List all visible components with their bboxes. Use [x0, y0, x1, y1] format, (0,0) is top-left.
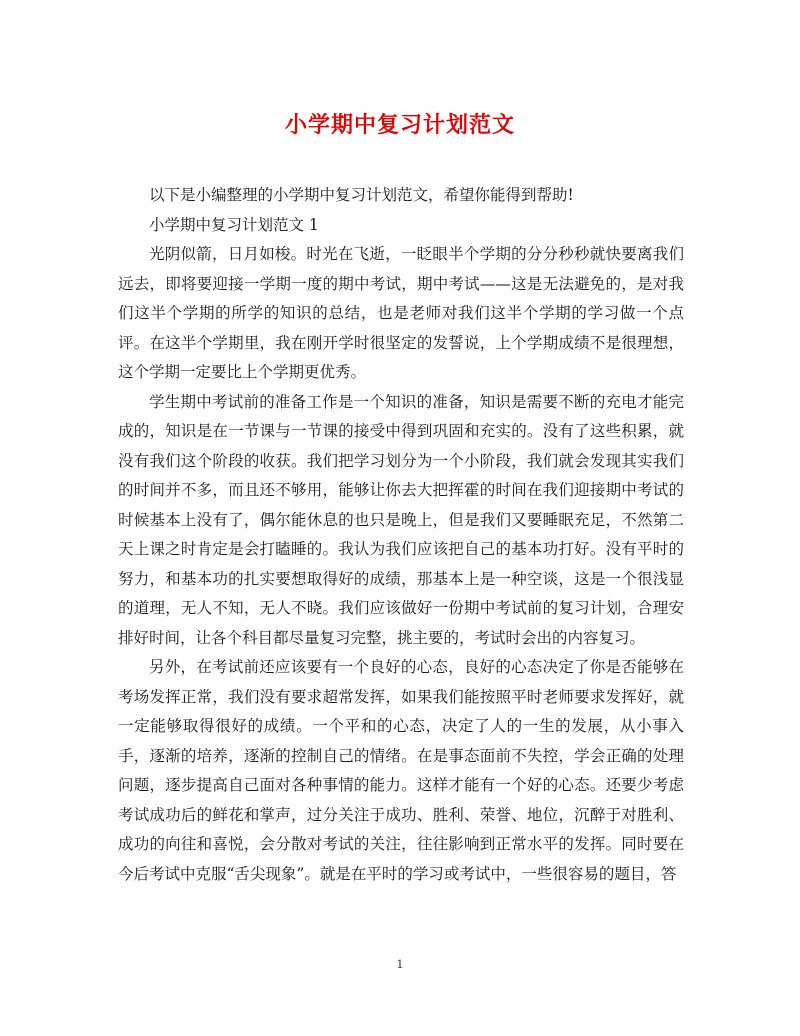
- intro-paragraph: 以下是小编整理的小学期中复习计划范文，希望你能得到帮助!: [149, 186, 574, 204]
- document-body: [118, 181, 684, 889]
- body-paragraph-3: 另外，在考试前还应该要有一个良好的心态，良好的心态决定了你是否能够在考场发挥正常，我们没有要求超常发挥，如果我们能按照平时老师要求发挥好，就一定能够取得很好的成绩。一个平和的心态，决定了人的一生的发展，从小事入手，逐渐的培养，逐渐的控制自己的情绪。在是事态面前不失控，学会正确的处理问题，逐步提高自己面对各种事情的能力。这样才能有一个好的心态。还要少考虑考试成功后的鲜花和掌声，过分关注于成功、胜利、荣誉、地位，沉醉于对胜利、成功的向往和喜悦，会分散对考试的关注，往往影响到正常水平的发挥。同时要在今后考试中克服“舌尖现象”。就是在平时的学习或考试中，一些很容易的题目，答: [118, 658, 684, 883]
- body-paragraph-2: 学生期中考试前的准备工作是一个知识的准备，知识是需要不断的充电才能完成的，知识是在一节课与一节课的接受中得到巩固和充实的。没有了这些积累，就没有我们这个阶段的收获。我们把学习划分为一个小阶段，我们就会发现其实我们的时间并不多，而且还不够用，能够让你去大把挥霍的时间在我们迎接期中考试的时候基本上没有了，偶尔能休息的也只是晚上，但是我们又要睡眠充足，不然第二天上课之时肯定是会打瞌睡的。我认为我们应该把自己的基本功打好。没有平时的努力，和基本功的扎实要想取得好的成绩，那基本上是一种空谈，这是一个很浅显的道理，无人不知，无人不晓。我们应该做好一份期中考试前的复习计划，合理安排好时间，让各个科目都尽量复习完整，挑主要的，考试时会出的内容复习。: [118, 392, 684, 647]
- body-paragraph-1: 光阴似箭，日月如梭。时光在飞逝，一眨眼半个学期的分分秒秒就快要离我们远去，即将要迎接一学期一度的期中考试，期中考试——这是无法避免的，是对我们这半个学期的所学的知识的总结，也是老师对我们这半个学期的学习做一个点评。在这半个学期里，我在刚开学时很坚定的发誓说，上个学期成绩不是很理想，这个学期一定要比上个学期更优秀。: [118, 245, 684, 381]
- section-heading: 小学期中复习计划范文 1: [149, 215, 319, 234]
- document-title: 小学期中复习计划范文: [284, 112, 515, 138]
- page-number: 1: [396, 958, 404, 971]
